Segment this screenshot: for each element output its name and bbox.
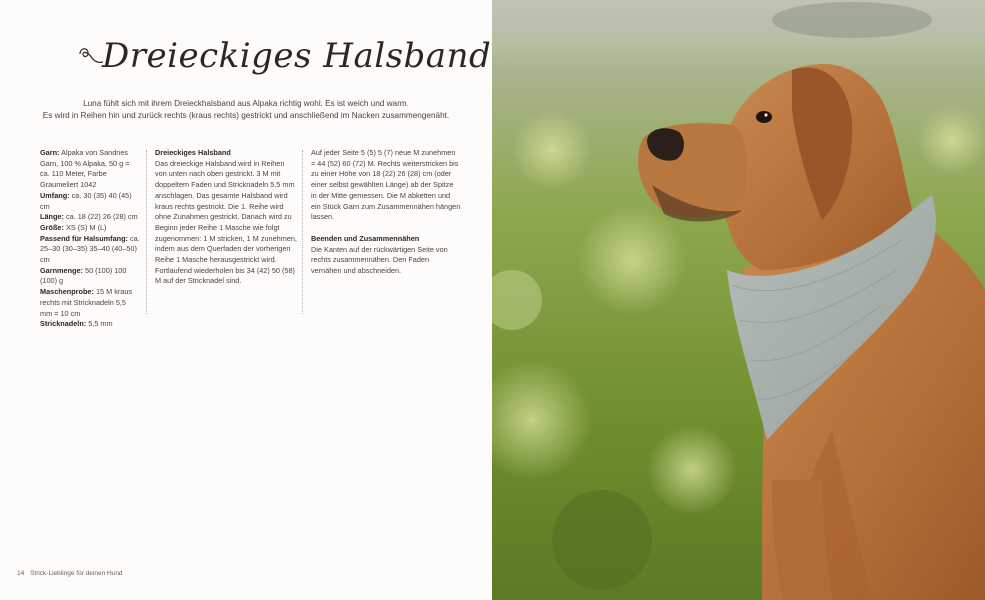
spec-length: Länge: ca. 18 (22) 26 (28) cm <box>40 212 138 222</box>
page-number: 14 <box>17 570 25 577</box>
page-title: Dreieckiges Halsband <box>102 36 492 76</box>
section-text: Die Kanten auf der rückwärtigen Seite von rechts zusammennähen. Den Faden vernähen und abschneiden. <box>311 244 448 276</box>
column-divider <box>146 150 147 314</box>
section-text: Das dreieckige Halsband wird in Reihen von unten nach oben gestrickt. 3 M mit doppeltem Faden und Stricknadeln 5,5 mm anschlagen. Das gesamte Halsband wird kraus rechts gestrickt. Die 1. Reihe wird ohne Zunahmen gestrickt. Danach wird zu Beginn jeder Reihe 1 Masche wie folgt zugenommen: 1 M stricken, 1 M zunehmen, indem aus dem Querfaden der vorherigen Reihe 1 Masche herausgestrickt wird. Fortlaufend wiederholen bis 34 (42) 50 (58) M auf der Stricknadel sind. <box>155 158 297 286</box>
swirl-ornament-icon <box>78 44 104 68</box>
specs-column <box>40 148 140 330</box>
spec-needles: Stricknadeln: 5,5 mm <box>40 319 113 329</box>
right-page <box>492 0 985 600</box>
instructions-column-2 <box>311 148 461 277</box>
page-footer <box>17 570 123 577</box>
spec-yarn: Garn: Alpaka von Sandnes Garn, 100 % Alpaka, 50 g = ca. 110 Meter, Farbe Graumeliert 1042 <box>40 148 130 190</box>
spec-yarn-amount: Garnmenge: 50 (100) 100 (100) g <box>40 265 127 286</box>
left-page <box>0 0 492 600</box>
column-divider <box>302 150 303 314</box>
spec-size: Größe: XS (S) M (L) <box>40 222 107 232</box>
spec-circumference: Umfang: ca. 30 (35) 40 (45) cm <box>40 190 132 211</box>
dog-photo <box>492 0 985 600</box>
intro-text <box>20 98 472 121</box>
title-block <box>78 34 492 90</box>
spec-gauge: Maschenprobe: 15 M kraus rechts mit Stricknadeln 5,5 mm = 10 cm <box>40 287 133 318</box>
book-title: Strick-Lieblinge für deinen Hund <box>30 570 123 577</box>
intro-line: Es wird in Reihen hin und zurück rechts (kraus rechts) gestrickt und anschließend im Nacken zusammengenäht. <box>42 110 450 120</box>
section-text: Auf jeder Seite 5 (5) 5 (7) neue M zunehmen = 44 (52) 60 (72) M. Rechts weiterstricken bis zu einer Höhe von 18 (22) 26 (28) cm (oder einer selbst gewählten Länge) ab der Spitze in der Mitte gemessen. Die M abketten und ein Stück Garn zum Zusammennähen hängen lassen. <box>311 148 461 222</box>
spec-neck-fit: Passend für Halsumfang: ca. 25–30 (30–35) 35–40 (40–50) cm <box>40 233 140 265</box>
section-heading: Dreieckiges Halsband <box>155 148 231 157</box>
intro-line: Luna fühlt sich mit ihrem Dreieckhalsband aus Alpaka richtig wohl. Es ist weich und warm. <box>83 99 409 108</box>
instructions-column-1 <box>155 148 297 287</box>
section-heading: Beenden und Zusammennähen <box>311 233 420 243</box>
